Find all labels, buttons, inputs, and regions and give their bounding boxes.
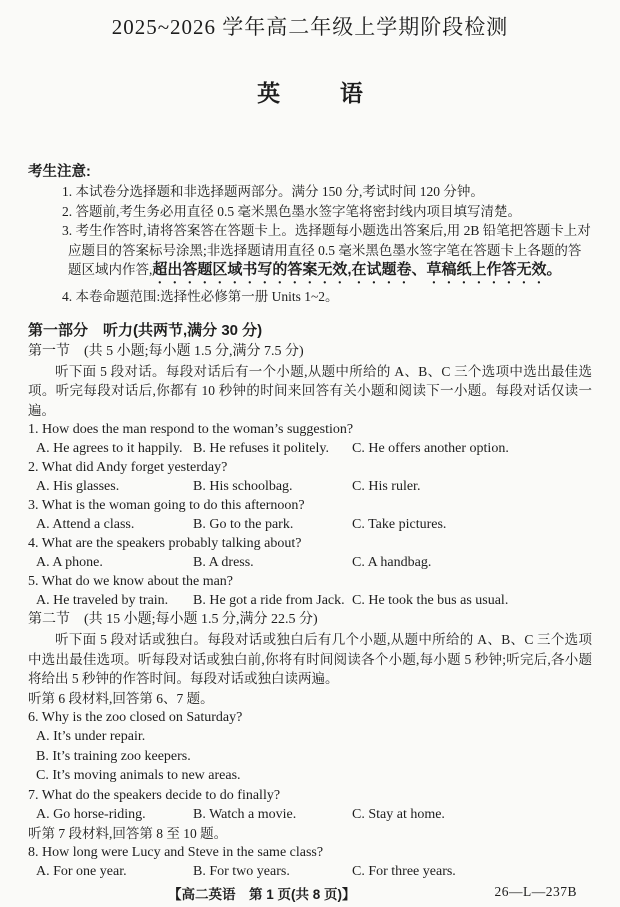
section2-instructions: 听下面 5 段对话或独白。每段对话或独白后有几个小题,从题中所给的 A、B、C 三个选项中选出最佳选项。听每段对话或独白前,你将有时间阅读各个小题,每小题 5 秒钟;听完后,各小题将给出 5 秒钟的作答时间。每段对话或独白读两遍。: [28, 632, 592, 686]
section1-instructions: 听下面 5 段对话。每段对话后有一个小题,从题中所给的 A、B、C 三个选项中选出最佳选项。听完每段对话后,你都有 10 秒钟的时间来回答有关小题和阅读下一小题。每段对话仅读一遍。: [28, 363, 592, 418]
question-4-option-b: B. A dress.: [193, 555, 254, 570]
question-3-options: [28, 515, 592, 534]
notice-item-1: 1. 本试卷分选择题和非选择题两部分。满分 150 分,考试时间 120 分钟。: [62, 184, 484, 199]
question-5-text: 5. What do we know about the man?: [28, 574, 234, 589]
question-2-option-a: A. His glasses.: [36, 479, 120, 494]
question-1-option-b: B. He refuses it politely.: [193, 441, 329, 456]
question-1: [28, 420, 592, 458]
question-5: [28, 572, 592, 610]
notice-item-3-emphasis: 超出答题区域书写的答案无效,在试题卷、草稿纸上作答无效。: [152, 261, 562, 278]
question-8-option-c: C. For three years.: [352, 864, 456, 879]
question-2: [28, 458, 592, 496]
subject-title: 英语: [257, 80, 423, 106]
exam-title: 2025~2026 学年高二年级上学期阶段检测: [111, 15, 509, 39]
question-8: [28, 843, 592, 881]
question-6-option-c: C. It’s moving animals to new areas.: [36, 768, 241, 783]
question-2-option-c: C. His ruler.: [352, 479, 421, 494]
question-8-option-a: A. For one year.: [36, 864, 127, 879]
footer-exam-code: 26—L—237B: [494, 884, 577, 899]
question-6-option-b: B. It’s training zoo keepers.: [36, 748, 191, 764]
question-8-text: 8. How long were Lucy and Steve in the same class?: [28, 845, 324, 860]
notice-item-3-text: 3. 考生作答时,请将答案答在答题卡上。选择题每小题选出答案后,用 2B 铅笔把答题卡上对应题目的答案标号涂黑;非选择题请用直径 0.5 毫米黑色墨水签字笔在答题卡上各题的答题区域内作答,: [62, 223, 591, 277]
question-4: [28, 534, 592, 572]
question-5-option-a: A. He traveled by train.: [36, 593, 169, 608]
question-7-option-a: A. Go horse-riding.: [36, 806, 146, 822]
section2-heading: 第二节 (共 15 小题;每小题 1.5 分,满分 22.5 分): [28, 612, 318, 627]
question-3-option-a: A. Attend a class.: [36, 517, 135, 532]
question-1-options: [28, 439, 592, 458]
question-5-option-c: C. He took the bus as usual.: [352, 593, 509, 608]
question-5-option-b: B. He got a ride from Jack.: [193, 593, 345, 608]
question-6: [28, 708, 592, 786]
notice-item-2: 2. 答题前,考生务必用直径 0.5 毫米黑色墨水签字笔将密封线内项目填写清楚。: [62, 203, 521, 219]
question-4-option-c: C. A handbag.: [352, 555, 432, 570]
question-7-option-b: B. Watch a movie.: [193, 806, 297, 822]
question-3-text: 3. What is the woman going to do this afternoon?: [28, 498, 305, 513]
question-1-option-a: A. He agrees to it happily.: [36, 441, 183, 456]
question-3-option-c: C. Take pictures.: [352, 517, 447, 532]
question-3-option-b: B. Go to the park.: [193, 517, 294, 532]
question-3: [28, 496, 592, 534]
question-1-text: 1. How does the man respond to the woman’s suggestion?: [28, 422, 354, 437]
notice-heading: 考生注意:: [28, 164, 91, 180]
notice-item-3: [28, 221, 592, 287]
question-2-text: 2. What did Andy forget yesterday?: [28, 460, 228, 475]
material-note-6: 听第 6 段材料,回答第 6、7 题。: [28, 690, 214, 706]
question-6-text: 6. Why is the zoo closed on Saturday?: [28, 710, 243, 725]
question-8-options: [28, 862, 592, 881]
question-4-text: 4. What are the speakers probably talking about?: [28, 536, 302, 551]
question-7: [28, 786, 592, 824]
page-footer: [28, 881, 592, 907]
question-7-options: [28, 805, 592, 824]
material-note-7: 听第 7 段材料,回答第 8 至 10 题。: [28, 825, 228, 841]
part1-heading: 第一部分 听力(共两节,满分 30 分): [28, 321, 263, 339]
question-2-options: [28, 477, 592, 496]
footer-page-info: 【高二英语 第 1 页(共 8 页)】: [168, 887, 356, 902]
question-1-option-c: C. He offers another option.: [352, 441, 509, 456]
question-8-option-b: B. For two years.: [193, 864, 290, 879]
question-5-options: [28, 591, 592, 610]
section1-heading: 第一节 (共 5 小题;每小题 1.5 分,满分 7.5 分): [28, 343, 304, 359]
question-4-option-a: A. A phone.: [36, 555, 103, 570]
question-7-option-c: C. Stay at home.: [352, 806, 445, 822]
notice-item-4: 4. 本卷命题范围:选择性必修第一册 Units 1~2。: [62, 289, 339, 304]
question-2-option-b: B. His schoolbag.: [193, 479, 293, 494]
question-7-text: 7. What do the speakers decide to do finally?: [28, 787, 281, 803]
question-4-options: [28, 553, 592, 572]
notice-section: [28, 162, 592, 307]
question-6-option-a: A. It’s under repair.: [36, 729, 146, 744]
